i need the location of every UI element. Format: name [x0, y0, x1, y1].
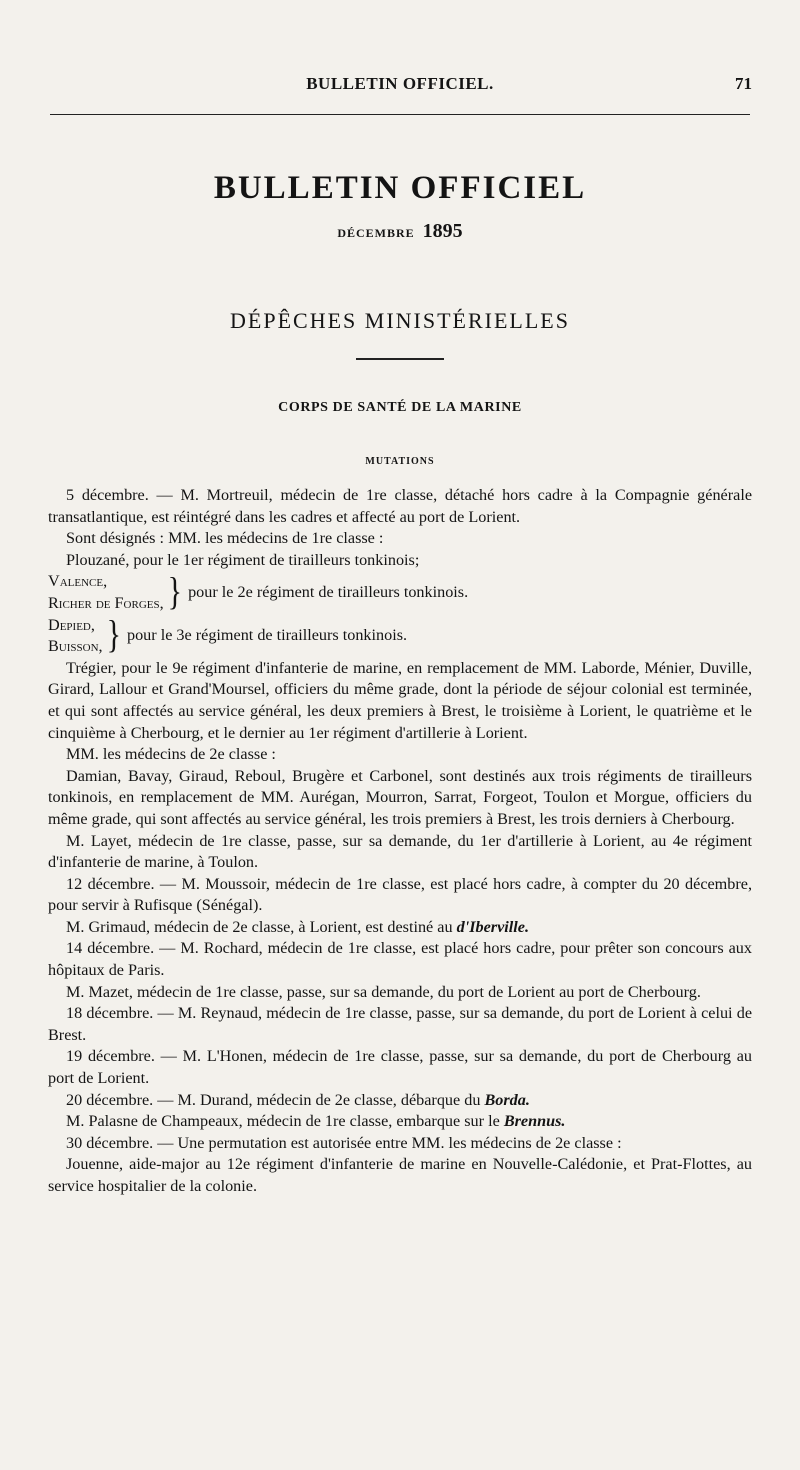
brace-text: pour le 2e régiment de tirailleurs tonkinois. [188, 583, 469, 602]
page-number: 71 [735, 74, 752, 93]
masthead-month: DÉCEMBRE [337, 226, 415, 240]
paragraph-text: M. Grimaud, médecin de 2e classe, à Lorient, est destiné au [66, 917, 457, 936]
paragraph: 30 décembre. — Une permutation est autorisée entre MM. les médecins de 2e classe : [66, 1133, 622, 1152]
paragraph: Damian, Bavay, Giraud, Reboul, Brugère et Carbonel, sont destinés aux trois régiments de tirailleurs tonkinois, en remplacement de MM. Aurégan, Mourron, Sarrat, Forgeot, Toulon et Morgue, officiers du même grade, qui sont affectés au service général, les trois premiers à Brest, les trois derniers à Cherbourg. [48, 766, 752, 828]
officer-name: Richer de Forges, [48, 593, 164, 612]
paragraph: 18 décembre. — M. Reynaud, médecin de 1re classe, passe, sur sa demande, du port de Lorient à celui de Brest. [48, 1004, 752, 1044]
ship-name: d'Iberville. [456, 917, 530, 936]
body-text [48, 485, 752, 1198]
brace-icon: } [106, 614, 121, 657]
brace-names [48, 571, 164, 614]
brace-names [48, 615, 103, 658]
section-title: DÉPÊCHES MINISTÉRIELLES [230, 308, 570, 333]
paragraph: 14 décembre. — M. Rochard, médecin de 1re classe, est placé hors cadre, pour prêter son concours aux hôpitaux de Paris. [48, 939, 752, 980]
paragraph: 19 décembre. — M. L'Honen, médecin de 1re classe, passe, sur sa demande, du port de Cherbourg au port de Lorient. [48, 1047, 752, 1088]
officer-name: Depied, [48, 615, 95, 634]
paragraph-text: M. Palasne de Champeaux, médecin de 1re classe, embarque sur le [66, 1112, 504, 1131]
paragraph [48, 1111, 752, 1133]
brace-text: pour le 3e régiment de tirailleurs tonkinois. [126, 626, 408, 645]
header-rule [50, 114, 750, 115]
running-header [48, 74, 752, 98]
paragraph [48, 1090, 752, 1112]
ship-name: Borda. [484, 1090, 530, 1109]
paragraph: 5 décembre. — M. Mortreuil, médecin de 1re classe, détaché hors cadre à la Compagnie générale transatlantique, est réintégré dans les cadres et affecté au port de Lorient. [48, 486, 752, 526]
paragraph: Sont désignés : MM. les médecins de 1re classe : [66, 529, 384, 548]
brace-icon: } [167, 570, 183, 614]
running-header-title: BULLETIN OFFICIEL. [306, 74, 494, 93]
paragraph: M. Mazet, médecin de 1re classe, passe, sur sa demande, du port de Lorient au port de Cherbourg. [66, 982, 701, 1001]
sub-subsection-title: MUTATIONS [365, 456, 435, 467]
officer-name: Valence, [48, 572, 108, 591]
paragraph: M. Layet, médecin de 1re classe, passe, sur sa demande, du 1er d'artillerie à Lorient, au 4e régiment d'infanterie de marine, à Toulon. [48, 831, 752, 872]
subsection-title: CORPS DE SANTÉ DE LA MARINE [278, 400, 522, 415]
ship-name: Brennus. [503, 1112, 566, 1131]
paragraph: 12 décembre. — M. Moussoir, médecin de 1re classe, est placé hors cadre, à compter du 20 décembre, pour servir à Rufisque (Sénégal). [48, 874, 752, 915]
brace-group [48, 571, 752, 614]
paragraph: Plouzané, pour le 1er régiment de tirailleurs tonkinois; [66, 550, 420, 569]
paragraph [48, 917, 752, 939]
paragraph: Trégier, pour le 9e régiment d'infanterie de marine, en remplacement de MM. Laborde, Ménier, Duville, Girard, Lallour et Grand'Moursel, officiers du même grade, dont la période de séjour colonial est terminée, et qui sont affectés au service général, les deux premiers à Brest, le troisième à Lorient, le quatrième et le cinquième à Cherbourg, et le dernier au 1er régiment d'artillerie à Lorient. [48, 658, 752, 742]
brace-group [48, 615, 752, 658]
masthead-year: 1895 [422, 220, 463, 242]
paragraph: Jouenne, aide-major au 12e régiment d'infanterie de marine en Nouvelle-Calédonie, et Prat-Flottes, au service hospitalier de la colonie. [48, 1155, 752, 1195]
section-rule [356, 358, 444, 360]
masthead-date [48, 220, 752, 243]
officer-name: Buisson, [48, 637, 103, 656]
paragraph: MM. les médecins de 2e classe : [66, 745, 276, 764]
paragraph-text: 20 décembre. — M. Durand, médecin de 2e classe, débarque du [66, 1090, 485, 1109]
masthead-title: BULLETIN OFFICIEL [213, 170, 587, 206]
